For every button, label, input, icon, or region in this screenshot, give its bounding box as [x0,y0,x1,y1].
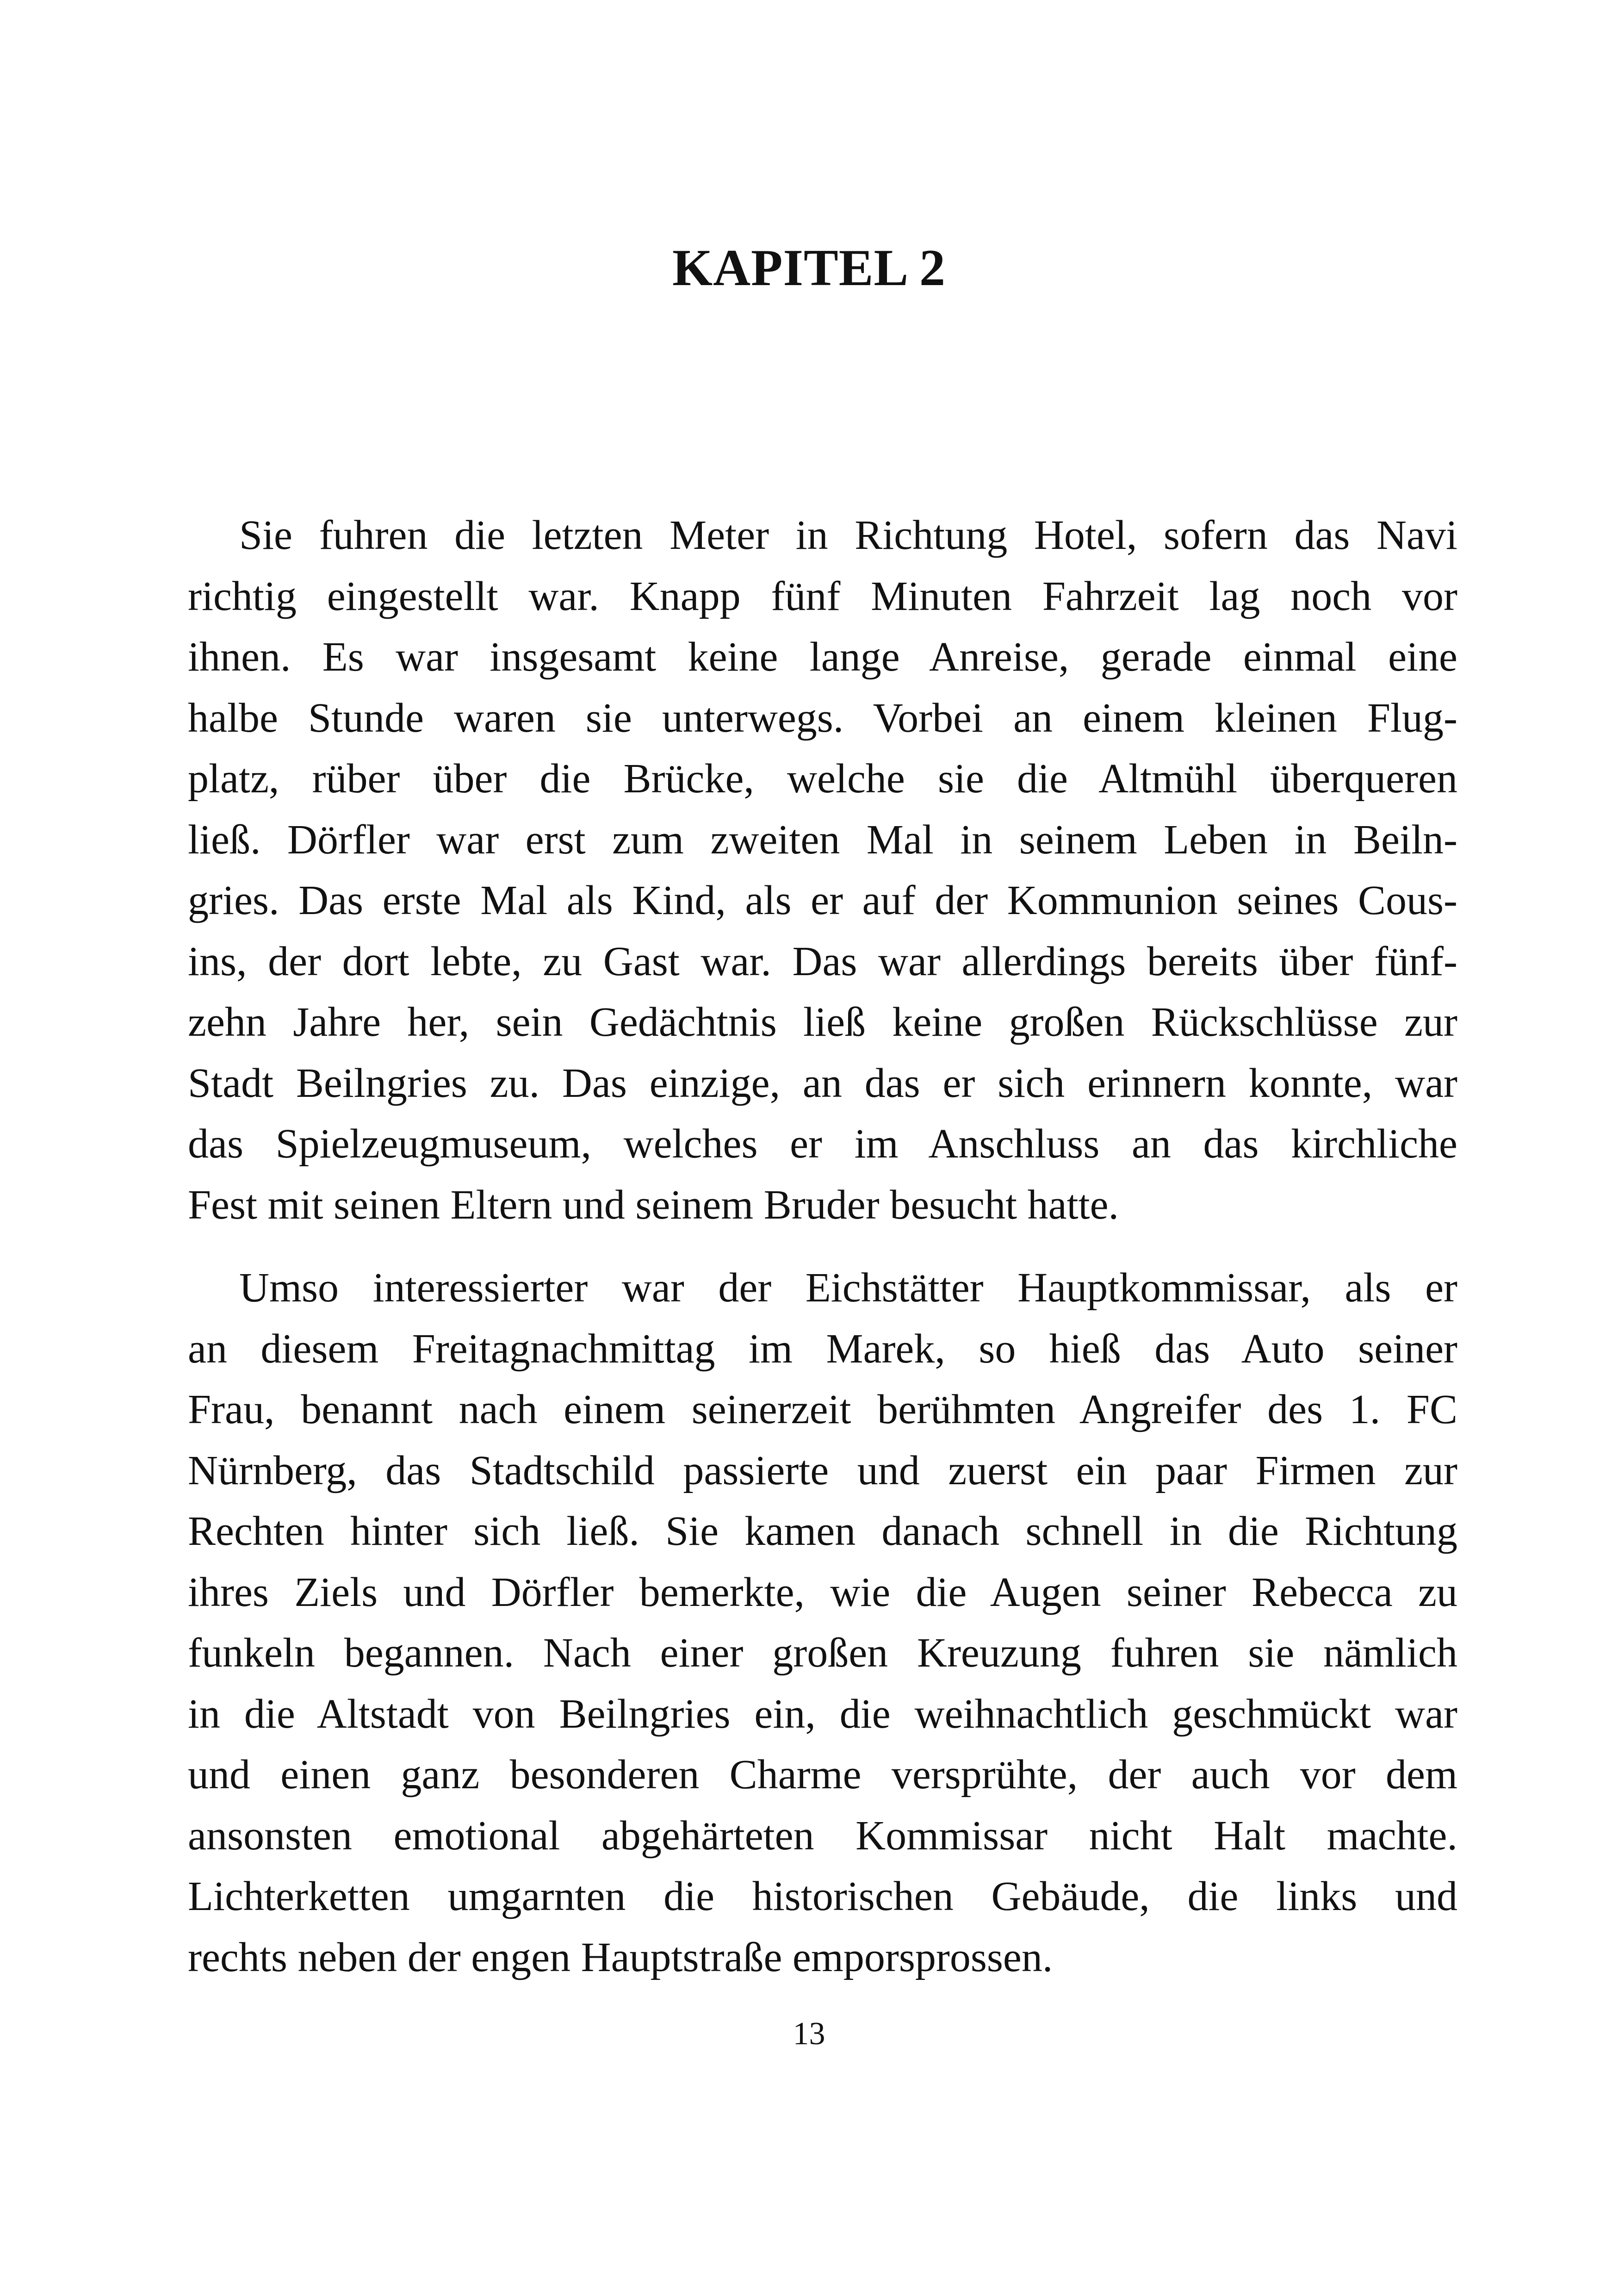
text-line: funkeln begannen. Nach einer großen Kreuzung fuhren sie nämlich [188,1630,1457,1676]
text-line: ihnen. Es war insgesamt keine lange Anreise, gerade einmal eine [188,634,1457,680]
text-line: Umso interessierter war der Eichstätter Hauptkommissar, als er [239,1265,1457,1311]
text-line: Fest mit seinen Eltern und seinem Bruder besucht hatte. [188,1182,1119,1228]
text-line: an diesem Freitagnachmittag im Marek, so hieß das Auto seiner [188,1325,1457,1372]
text-line: in die Altstadt von Beilngries ein, die weihnachtlich geschmückt war [188,1691,1457,1737]
chapter-title: KAPITEL 2 [672,239,946,297]
text-line: Sie fuhren die letzten Meter in Richtung Hotel, sofern das Navi [239,512,1457,558]
paragraph-2 [188,1257,1457,1988]
text-line: ihres Ziels und Dörfler bemerkte, wie die Augen seiner Rebecca zu [188,1569,1457,1615]
text-line: gries. Das erste Mal als Kind, als er auf der Kommunion seines Cous- [188,877,1457,923]
text-line: zehn Jahre her, sein Gedächtnis ließ keine großen Rückschlüsse zur [188,999,1457,1045]
text-line: Lichterketten umgarnten die historischen Gebäude, die links und [188,1873,1457,1919]
paragraph-1 [188,505,1457,1235]
text-line: platz, rüber über die Brücke, welche sie die Altmühl überqueren [188,756,1457,802]
text-line: richtig eingestellt war. Knapp fünf Minuten Fahrzeit lag noch vor [188,573,1457,619]
text-line: halbe Stunde waren sie unterwegs. Vorbei an einem kleinen Flug- [188,695,1457,741]
text-line: Frau, benannt nach einem seinerzeit berühmten Angreifer des 1. FC [188,1387,1457,1432]
text-line: Rechten hinter sich ließ. Sie kamen danach schnell in die Richtung [188,1508,1457,1554]
text-line: und einen ganz besonderen Charme versprühte, der auch vor dem [188,1752,1457,1798]
text-line: Nürnberg, das Stadtschild passierte und zuerst ein paar Firmen zur [188,1447,1457,1493]
page-number: 13 [793,2016,825,2052]
text-line: Stadt Beilngries zu. Das einzige, an das er sich erinnern konnte, war [188,1060,1457,1106]
text-line: ansonsten emotional abgehärteten Kommissar nicht Halt machte. [188,1812,1457,1859]
text-line: rechts neben der engen Hauptstraße emporsprossen. [188,1934,1053,1980]
text-line: ins, der dort lebte, zu Gast war. Das war allerdings bereits über fünf- [188,938,1457,984]
text-line: ließ. Dörfler war erst zum zweiten Mal in seinem Leben in Beiln- [188,816,1457,863]
text-line: das Spielzeugmuseum, welches er im Anschluss an das kirchliche [188,1121,1457,1167]
